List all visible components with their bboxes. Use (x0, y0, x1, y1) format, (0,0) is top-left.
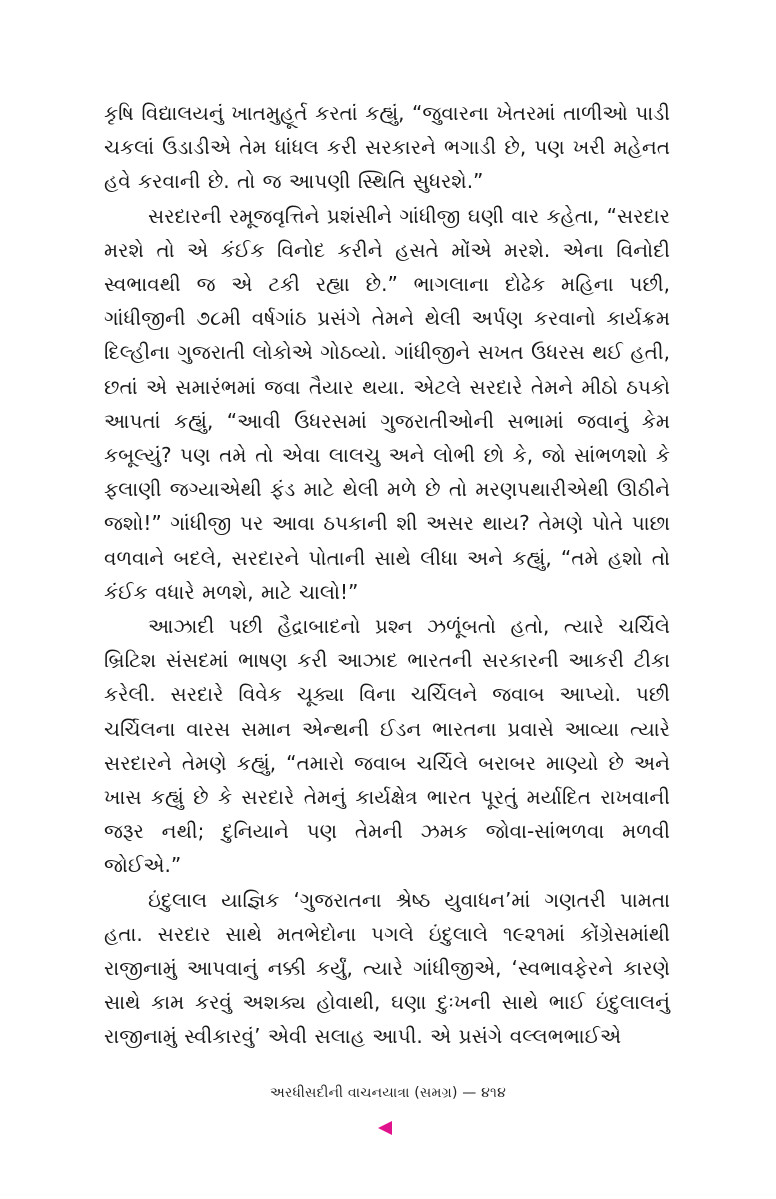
paragraph-2: સરદારની રમૂજવૃત્તિને પ્રશંસીને ગાંધીજી ઘણી વાર કહેતા, “સરદાર મરશે તો એ કંઈક વિનોદ કરીને હસતે મોંએ મરશે. એના વિનોદી સ્વભાવથી જ એ ટકી રહ્યા છે.” ભાગલાના દોઢેક મહિના પછી, ગાંધીજીની ૭૮મી વર્ષગાંઠ પ્રસંગે તેમને થેલી અર્પણ કરવાનો કાર્યક્રમ દિલ્હીના ગુજરાતી લોકોએ ગોઠવ્યો. ગાંધીજીને સખત ઉધરસ થઈ હતી, છતાં એ સમારંભમાં જવા તૈયાર થયા. એટલે સરદારે તેમને મીઠો ઠપકો આપતાં કહ્યું, “આવી ઉધરસમાં ગુજરાતીઓની સભામાં જવાનું કેમ કબૂલ્યું? પણ તમે તો એવા લાલચુ અને લોભી છો કે, જો સાંભળશો કે ફલાણી જગ્યાએથી ફંડ માટે થેલી મળે છે તો મરણપથારીએથી ઊઠીને જશો!” ગાંધીજી પર આવા ઠપકાની શી અસર થાય? તેમણે પોતે પાછા વળવાને બદલે, સરદારને પોતાની સાથે લીધા અને કહ્યું, “તમે હશો તો કંઈક વધારે મળશે, માટે ચાલો!” (104, 203, 670, 604)
body-text (104, 96, 670, 1054)
back-arrow-icon[interactable] (378, 1121, 392, 1135)
page-footer: અરધીસદીની વાચનયાત્રા (સમગ્ર) — ૪૧૪ (270, 1085, 506, 1101)
paragraph-3: આઝાદી પછી હૈદ્રાબાદનો પ્રશ્ન ઝળૂંબતો હતો, ત્યારે ચર્ચિલે બ્રિટિશ સંસદમાં ભાષણ કરી આઝાદ ભારતની સરકારની આકરી ટીકા કરેલી. સરદારે વિવેક ચૂક્યા વિના ચર્ચિલને જવાબ આપ્યો. પછી ચર્ચિલના વારસ સમાન એન્થની ઈડન ભારતના પ્રવાસે આવ્યા ત્યારે સરદારને તેમણે કહ્યું, “તમારો જવાબ ચર્ચિલે બરાબર માણ્યો છે અને ખાસ કહ્યું છે કે સરદારે તેમનું કાર્યક્ષેત્ર ભારત પૂરતું મર્યાદિત રાખવાની જરૂર નથી; દુનિયાને પણ તેમની ઝમક જોવા-સાંભળવા મળવી જોઈએ.” (104, 614, 670, 878)
paragraph-4: ઇંદુલાલ યાજ્ઞિક ‘ગુજરાતના શ્રેષ્ઠ યુવાધન’માં ગણતરી પામતા હતા. સરદાર સાથે મતભેદોના પગલે ઇંદુલાલે ૧૯૨૧માં કોંગ્રેસમાંથી રાજીનામું આપવાનું નક્કી કર્યું, ત્યારે ગાંધીજીએ, ‘સ્વભાવફેરને કારણે સાથે કામ કરવું અશક્ય હોવાથી, ઘણા દુઃખની સાથે ભાઈ ઇંદુલાલનું રાજીનામું સ્વીકારવું’ એવી સલાહ આપી. એ પ્રસંગે વલ્લભભાઈએ (104, 887, 670, 1049)
paragraph-1: કૃષિ વિદ્યાલયનું ખાતમુહૂર્ત કરતાં કહ્યું, “જુવારના ખેતરમાં તાળીઓ પાડી ચકલાં ઉડાડીએ તેમ ધાંધલ કરી સરકારને ભગાડી છે, પણ ખરી મહેનત હવે કરવાની છે. તો જ આપણી સ્થિતિ સુધરશે.” (104, 101, 670, 194)
